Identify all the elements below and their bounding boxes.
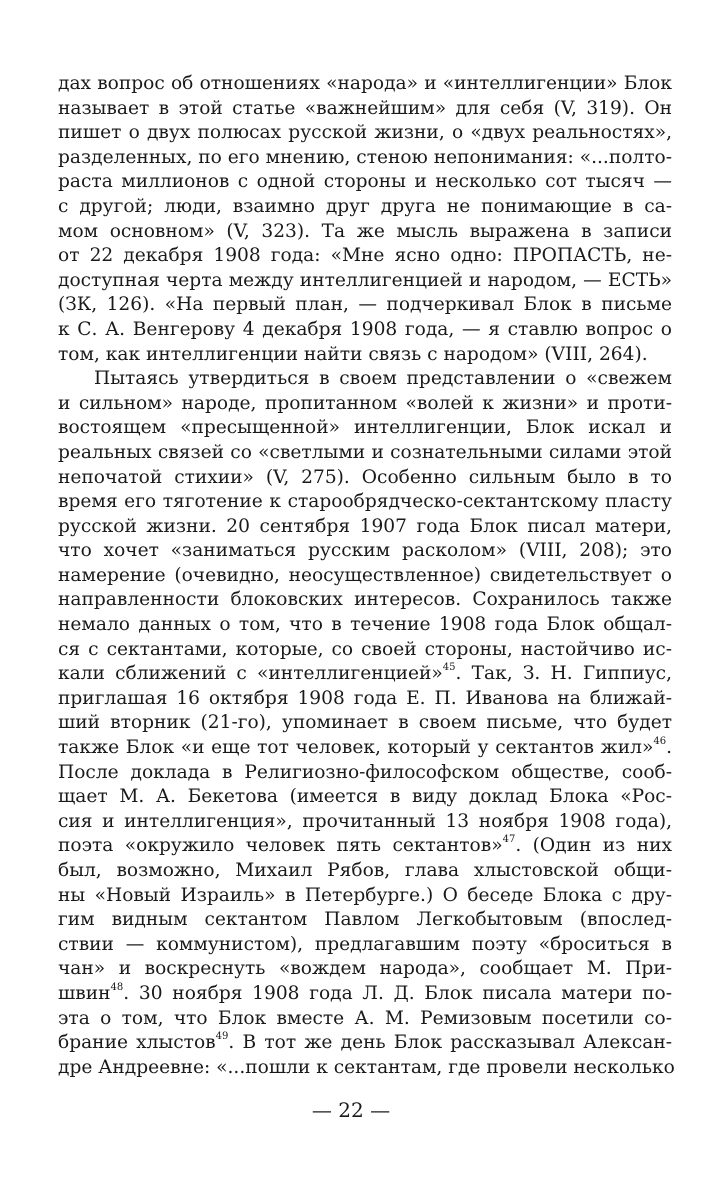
text-line [58,687,672,712]
text-line [58,662,672,687]
text-segment: разделенных, по его мнению, стеною непонимания: «...полто- [58,146,672,168]
text-segment: поэта «окружило человек пять сектантов» [58,835,503,857]
text-segment: направленности блоковских интересов. Сохранилось также [58,589,672,611]
text-line [58,933,672,958]
text-segment: Пытаясь утвердиться в своем представлении о «свежем [94,368,672,390]
text-line [58,367,672,392]
text-line [58,146,672,171]
text-segment: швин [58,982,111,1004]
text-line [58,564,672,589]
text-line [58,170,672,195]
text-segment: русской жизни. 20 сентября 1907 года Блок писал матери, [58,515,672,537]
text-line [58,810,672,835]
text-segment: том, как интеллигенции найти связь с народом» (VIII, 264). [58,343,648,365]
text-segment: дре Андреевне: «...пошли к сектантам, где провели несколько [58,1056,675,1078]
text-segment: . 30 ноября 1908 года Л. Д. Блок писала матери по- [123,982,672,1004]
text-segment: После доклада в Религиозно-философском обществе, сооб- [58,761,672,783]
text-line [58,490,672,515]
text-line [58,72,672,97]
text-segment: . Так, З. Н. Гиппиус, [455,663,672,685]
text-segment: востоящем «пресыщенной» интеллигенции, Блок искал и [58,417,672,439]
text-segment: называет в этой статье «важнейшим» для себя (V, 319). Он [58,97,672,119]
text-segment: ствии — коммунистом), предлагавшим поэту «броситься в [58,933,672,955]
text-segment: брание хлыстов [58,1032,216,1054]
text-line [58,761,672,786]
text-segment: немало данных о том, что в течение 1908 года Блок общал- [58,614,672,636]
text-segment: сия и интеллигенция», прочитанный 13 ноября 1908 года), [58,810,672,832]
text-segment: . В тот же день Блок рассказывал Алексан- [228,1032,673,1054]
text-segment: эта о том, что Блок вместе А. М. Ремизовым посетили со- [58,1007,672,1029]
text-line [58,1031,672,1056]
text-segment: ший вторник (21-го), упоминает в своем письме, что будет [58,712,672,734]
text-line [58,195,672,220]
text-segment: кали сближений с «интеллигенцией» [58,663,443,685]
text-line [58,539,672,564]
text-line [58,318,672,343]
footnote-ref: 45 [442,662,456,674]
text-line [58,785,672,810]
text-segment: чан» и воскреснуть «вождем народа», сообщает М. При- [58,958,672,980]
footnote-ref: 47 [502,834,516,846]
paragraph [58,367,675,1080]
text-line [58,441,672,466]
text-line [58,736,672,761]
text-segment: щает М. А. Бекетова (имеется в виду доклад Блока «Рос- [58,786,672,808]
text-line [58,711,672,736]
text-segment: что хочет «заниматься русским расколом» (VIII, 208); это [58,540,672,562]
text-segment: раста миллионов с одной стороны и несколько сот тысяч — [58,171,672,193]
page-body [58,72,675,1080]
text-line [58,466,672,491]
text-segment: ся с сектантами, которые, со своей стороны, настойчиво ис- [58,638,672,660]
text-segment: от 22 декабря 1908 года: «Мне ясно одно: ПРОПАСТЬ, не- [58,245,672,267]
text-line [58,343,672,368]
text-segment: непочатой стихии» (V, 275). Особенно сильным было в то [58,466,672,488]
text-segment: с другой; люди, взаимно друг друга не понимающие в са- [58,195,672,217]
text-segment: ны «Новый Израиль» в Петербурге.) О беседе Блока с дру- [58,884,672,906]
text-segment: доступная черта между интеллигенцией и народом, — ЕСТЬ» [58,269,672,291]
text-line [58,638,672,663]
text-line [58,269,672,294]
footnote-ref: 46 [653,735,667,747]
text-line [58,97,672,122]
footnote-ref: 49 [215,1030,229,1042]
text-segment: . [666,737,672,759]
paragraph [58,72,672,367]
text-segment: пишет о двух полюсах русской жизни, о «двух реальностях», [58,122,672,144]
text-line [58,957,672,982]
text-line [58,982,672,1007]
text-line [58,1007,672,1032]
text-segment: . (Один из них [515,835,672,857]
text-line [58,859,672,884]
text-line [58,834,672,859]
text-line [58,908,672,933]
text-segment: время его тяготение к старообрядческо-сектантскому пласту [58,491,672,513]
text-line [58,416,672,441]
text-segment: гим видным сектантом Павлом Легкобытовым (впослед- [58,909,672,931]
footnote-ref: 48 [110,981,124,993]
text-segment: намерение (очевидно, неосуществленное) свидетельствует о [58,564,672,586]
text-segment: дах вопрос об отношениях «народа» и «интеллигенции» Блок [58,73,672,94]
text-segment: к С. А. Венгерову 4 декабря 1908 года, — я ставлю вопрос о [58,318,672,340]
page-number: — 22 — [311,1098,391,1122]
text-line [58,244,672,269]
text-segment: и сильном» народе, пропитанном «волей к жизни» и проти- [58,392,672,414]
text-segment: реальных связей со «светлыми и сознательными силами этой [58,441,672,463]
text-line [58,884,672,909]
text-line [58,121,672,146]
text-segment: мом основном» (V, 323). Та же мысль выражена в записи [58,220,672,242]
text-line [58,1056,675,1081]
text-line [58,220,672,245]
text-segment: был, возможно, Михаил Рябов, глава хлыстовской общи- [58,860,672,881]
text-line [58,588,672,613]
text-segment: также Блок «и еще тот человек, который у сектантов жил» [58,737,654,759]
text-line [58,613,672,638]
text-line [58,392,672,417]
text-segment: (ЗК, 126). «На первый план, — подчеркивал Блок в письме [58,294,672,316]
text-line [58,293,672,318]
text-segment: приглашая 16 октября 1908 года Е. П. Иванова на ближай- [58,687,672,709]
text-line [58,515,672,540]
